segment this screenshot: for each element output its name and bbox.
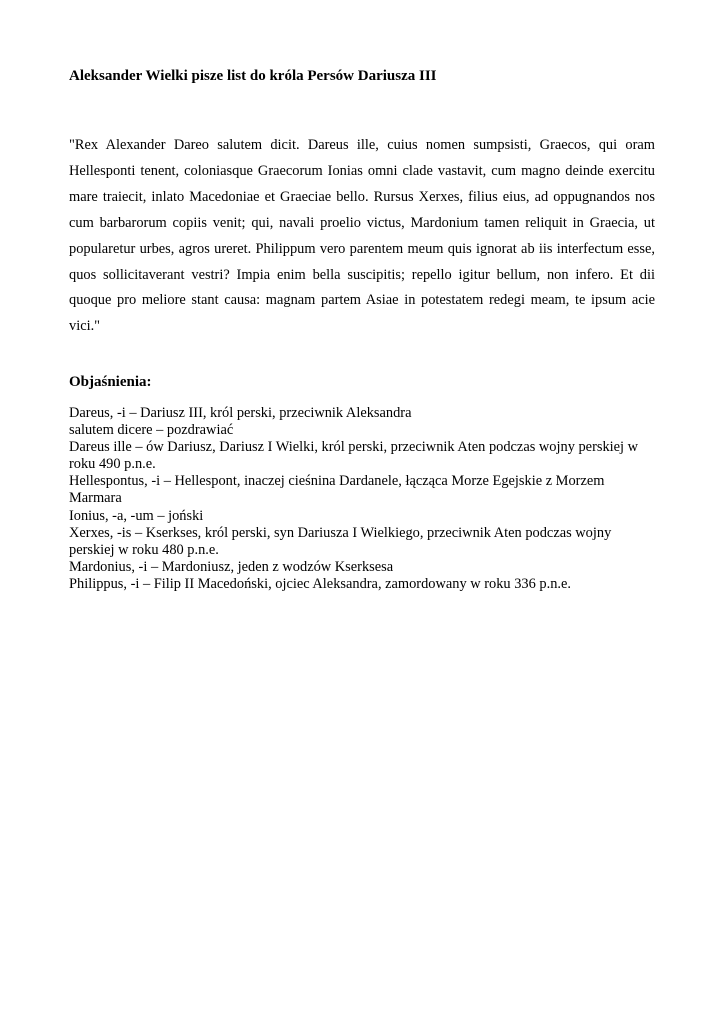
note-item: Mardonius, -i – Mardoniusz, jeden z wodzów Kserksesa xyxy=(69,558,394,575)
note-item: Philippus, -i – Filip II Macedoński, ojciec Aleksandra, zamordowany w roku 336 p.n.e. xyxy=(69,575,571,592)
note-item: Dareus, -i – Dariusz III, król perski, przeciwnik Aleksandra xyxy=(69,405,412,421)
note-item: Ionius, -a, -um – joński xyxy=(69,507,204,524)
notes-heading: Objaśnienia: xyxy=(69,374,152,390)
document-title: Aleksander Wielki pisze list do króla Persów Dariusza III xyxy=(69,68,437,84)
notes-list xyxy=(69,405,655,593)
note-item: salutem dicere – pozdrawiać xyxy=(69,422,234,439)
note-item: Dareus ille – ów Dariusz, Dariusz I Wielki, król perski, przeciwnik Aten podczas wojny perskiej w roku 490 p.n.e. xyxy=(69,439,639,473)
latin-letter-paragraph: "Rex Alexander Dareo salutem dicit. Dareus ille, cuius nomen sumpsisti, Graecos, qui oram Hellesponti tenent, coloniasque Graecorum Ionias omni clade vastavit, cum magno deinde exercitu mare traiecit, inlato Macedoniae et Graeciae bello. Rursus Xerxes, filius eius, ad oppugnandos nos cum barbarorum copiis venit; qui, navali proelio victus, Mardonium tamen reliquit in Graecia, ut popularetur urbes, agros ureret. Philippum vero parentem meum quis ignorat ab iis interfectum esse, quos sollicitaverant vestri? Impia enim bella suscipitis; repello igitur bellum, non infero. Et dii quoque pro meliore stant causa: magnam partem Asiae in potestatem redegi meam, te ipsum acie vici." xyxy=(69,137,655,335)
note-item: Hellespontus, -i – Hellespont, inaczej cieśnina Dardanele, łącząca Morze Egejskie z Morzem Marmara xyxy=(69,473,605,507)
note-item: Xerxes, -is – Kserkses, król perski, syn Dariusza I Wielkiego, przeciwnik Aten podczas wojny perskiej w roku 480 p.n.e. xyxy=(69,524,612,558)
